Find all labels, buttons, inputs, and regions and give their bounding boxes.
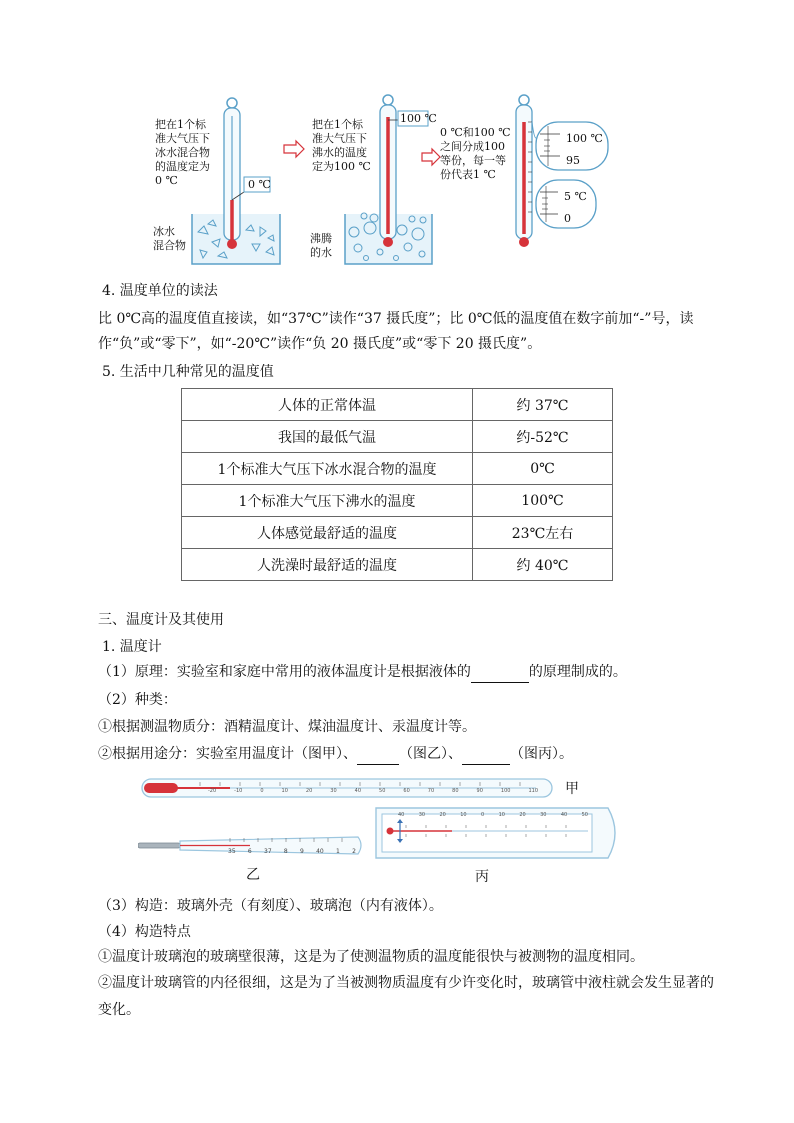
label-hundred: 100 ℃ xyxy=(400,112,437,125)
section4-para-2: 作“负”或“零下”，如“-20℃”读作“负 20 摄氏度”或“零下 20 摄氏度”。 xyxy=(98,336,542,352)
section3-heading: 三、温度计及其使用 xyxy=(98,612,224,628)
table-row: 1个标准大气压下冰水混合物的温度 0℃ xyxy=(182,453,613,485)
jia-tick-labels: -20 -10 0 10 20 30 40 50 60 70 80 90 100 110 xyxy=(208,788,538,794)
answer-blank[interactable] xyxy=(471,662,529,683)
thermometer-calibration-diagram xyxy=(140,92,610,272)
caption-division: 0 ℃和100 ℃ 之间分成100 等份，每一等 份代表1 ℃ xyxy=(440,126,511,181)
kind-2: ②根据用途分：实验室用温度计（图甲）、 （图乙）、 （图丙）。 xyxy=(98,744,573,765)
structure-line: （3）构造：玻璃外壳（有刻度）、玻璃泡（内有液体）。 xyxy=(98,898,443,914)
answer-blank[interactable] xyxy=(357,744,399,765)
section5-heading: 5. 生活中几种常见的温度值 xyxy=(102,364,274,380)
label-jia: 甲 xyxy=(565,781,579,797)
label-ice-mix: 冰水 混合物 xyxy=(153,225,186,252)
section4-heading: 4. 温度单位的读法 xyxy=(102,283,218,299)
table-row: 1个标准大气压下沸水的温度 100℃ xyxy=(182,485,613,517)
thermometer-2 xyxy=(380,95,398,247)
zoom-bottom-labels: 5 ℃ 0 xyxy=(564,190,587,225)
yi-tick-labels: 35 6 37 8 9 40 1 2 xyxy=(228,848,356,855)
caption-ice: 把在1个标 准大气压下 冰水混合物 的温度定为 0 ℃ xyxy=(155,118,210,187)
temperature-table xyxy=(181,388,613,581)
table-row: 我国的最低气温 约-52℃ xyxy=(182,421,613,453)
feature-2-line-1: ②温度计玻璃管的内径很细，这是为了当被测物质温度有少许变化时，玻璃管中液柱就会发生显著的 xyxy=(98,975,714,991)
thermometer-3 xyxy=(516,95,532,247)
principle-line: （1）原理：实验室和家庭中常用的液体温度计是根据液体的 的原理制成的。 xyxy=(98,662,627,683)
table-row: 人体感觉最舒适的温度 23℃左右 xyxy=(182,517,613,549)
section4-para-1: 比 0℃高的温度值直接读，如“37℃”读作“37 摄氏度”；比 0℃低的温度值在数字前加“-”号，读 xyxy=(98,311,694,327)
feature-1: ①温度计玻璃泡的玻璃壁很薄，这是为了使测温物质的温度能很快与被测物的温度相同。 xyxy=(98,949,644,965)
bing-tick-labels: 40 30 20 10 0 10 20 30 40 50 xyxy=(398,812,588,818)
kind-1: ①根据测温物质分：酒精温度计、煤油温度计、汞温度计等。 xyxy=(98,719,476,735)
thermometer-subheading: 1. 温度计 xyxy=(102,639,162,655)
answer-blank[interactable] xyxy=(462,744,510,765)
label-boiling: 沸腾 的水 xyxy=(310,232,332,259)
caption-boil: 把在1个标 准大气压下 沸水的温度 定为100 ℃ xyxy=(312,118,371,173)
table-row: 人洗澡时最舒适的温度 约 40℃ xyxy=(182,549,613,581)
feature-heading: （4）构造特点 xyxy=(98,924,191,940)
kind-heading: （2）种类： xyxy=(98,692,177,708)
feature-2-line-2: 变化。 xyxy=(98,1002,140,1018)
label-zero: 0 ℃ xyxy=(248,178,271,191)
label-yi: 乙 xyxy=(246,867,260,883)
label-bing: 丙 xyxy=(475,869,489,885)
table-row: 人体的正常体温 约 37℃ xyxy=(182,389,613,421)
zoom-top-labels: 100 ℃ 95 xyxy=(566,132,603,167)
